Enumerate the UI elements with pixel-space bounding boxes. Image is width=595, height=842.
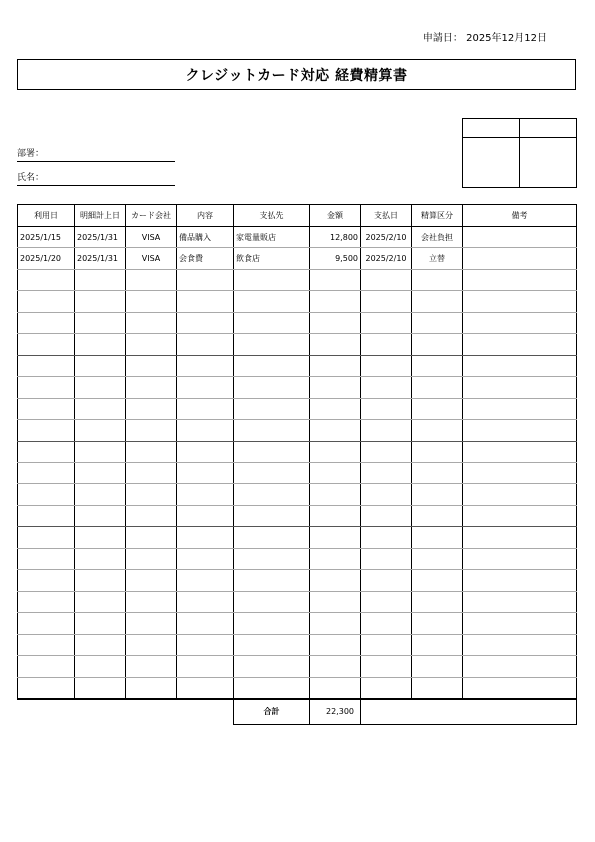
column-header: 内容: [177, 205, 234, 227]
table-cell[interactable]: 会食費: [177, 248, 234, 269]
table-cell[interactable]: 飲食店: [234, 248, 310, 269]
table-cell-empty[interactable]: [234, 441, 310, 462]
table-cell-empty[interactable]: [177, 505, 234, 526]
table-cell-empty[interactable]: [463, 291, 577, 312]
table-cell-empty[interactable]: [463, 420, 577, 441]
table-cell[interactable]: 2025/2/10: [361, 227, 412, 248]
table-row-empty: [18, 398, 577, 419]
table-cell-empty[interactable]: [361, 570, 412, 591]
column-header: 精算区分: [412, 205, 463, 227]
table-cell-empty[interactable]: [310, 677, 361, 699]
table-cell[interactable]: 2025/1/15: [18, 227, 75, 248]
table-cell-empty[interactable]: [361, 591, 412, 612]
table-cell-empty[interactable]: [234, 656, 310, 677]
table-cell-empty[interactable]: [361, 613, 412, 634]
table-cell-empty[interactable]: [310, 269, 361, 290]
table-cell-empty[interactable]: [18, 591, 75, 612]
table-cell-empty[interactable]: [412, 613, 463, 634]
table-cell[interactable]: 立替: [412, 248, 463, 269]
table-cell-empty[interactable]: [412, 570, 463, 591]
table-cell-empty[interactable]: [463, 312, 577, 333]
table-cell-empty[interactable]: [310, 484, 361, 505]
application-date-value: 2025年12月12日: [466, 33, 547, 44]
table-cell-empty[interactable]: [310, 355, 361, 376]
table-cell-empty[interactable]: [18, 656, 75, 677]
table-cell-empty[interactable]: [463, 334, 577, 355]
table-cell-empty[interactable]: [234, 591, 310, 612]
table-cell-empty[interactable]: [412, 591, 463, 612]
table-cell-empty[interactable]: [18, 269, 75, 290]
table-cell-empty[interactable]: [463, 355, 577, 376]
table-cell-empty[interactable]: [234, 462, 310, 483]
table-cell-empty[interactable]: [126, 677, 177, 699]
department-label: 部署：: [17, 149, 45, 159]
table-row-empty: [18, 527, 577, 548]
table-cell-empty[interactable]: [75, 656, 126, 677]
table-cell-empty[interactable]: [126, 377, 177, 398]
table-cell-empty[interactable]: [361, 441, 412, 462]
table-cell[interactable]: VISA: [126, 227, 177, 248]
table-cell-empty[interactable]: [126, 269, 177, 290]
table-cell-empty[interactable]: [463, 656, 577, 677]
table-cell-empty[interactable]: [126, 591, 177, 612]
table-cell-empty[interactable]: [361, 398, 412, 419]
total-amount: 22,300: [310, 699, 361, 725]
table-cell[interactable]: 会社負担: [412, 227, 463, 248]
table-cell-empty[interactable]: [18, 312, 75, 333]
table-cell-empty[interactable]: [177, 291, 234, 312]
table-cell[interactable]: [463, 248, 577, 269]
table-row-empty: [18, 312, 577, 333]
table-cell-empty[interactable]: [177, 634, 234, 655]
table-cell-empty[interactable]: [177, 377, 234, 398]
table-cell-empty[interactable]: [412, 656, 463, 677]
table-cell-empty[interactable]: [177, 420, 234, 441]
table-cell-empty[interactable]: [463, 377, 577, 398]
table-cell-empty[interactable]: [361, 505, 412, 526]
table-cell-empty[interactable]: [126, 548, 177, 569]
table-cell-empty[interactable]: [177, 334, 234, 355]
table-cell-empty[interactable]: [361, 548, 412, 569]
table-cell-empty[interactable]: [75, 677, 126, 699]
table-cell-empty[interactable]: [310, 334, 361, 355]
table-cell-empty[interactable]: [412, 484, 463, 505]
table-cell-empty[interactable]: [18, 548, 75, 569]
table-cell-empty[interactable]: [310, 377, 361, 398]
table-cell-empty[interactable]: [412, 312, 463, 333]
approval-stamp-box: [462, 118, 577, 188]
column-header: 利用日: [18, 205, 75, 227]
table-row-empty: [18, 291, 577, 312]
table-row-empty: [18, 334, 577, 355]
table-cell[interactable]: 2025/1/31: [75, 227, 126, 248]
table-cell-empty[interactable]: [126, 441, 177, 462]
table-cell-empty[interactable]: [463, 570, 577, 591]
table-row-empty: [18, 505, 577, 526]
table-cell-empty[interactable]: [75, 462, 126, 483]
table-cell-empty[interactable]: [234, 613, 310, 634]
table-cell-empty[interactable]: [75, 441, 126, 462]
table-cell-empty[interactable]: [234, 527, 310, 548]
table-cell-empty[interactable]: [177, 441, 234, 462]
table-cell-empty[interactable]: [126, 570, 177, 591]
table-cell-empty[interactable]: [75, 334, 126, 355]
table-cell-empty[interactable]: [463, 505, 577, 526]
table-cell-empty[interactable]: [126, 398, 177, 419]
table-cell-empty[interactable]: [234, 634, 310, 655]
table-cell-empty[interactable]: [177, 312, 234, 333]
table-cell-empty[interactable]: [310, 591, 361, 612]
name-label: 氏名：: [17, 173, 45, 183]
table-cell-empty[interactable]: [412, 677, 463, 699]
table-cell-empty[interactable]: [310, 291, 361, 312]
table-row-empty: [18, 420, 577, 441]
table-cell-empty[interactable]: [234, 548, 310, 569]
table-cell-empty[interactable]: [18, 570, 75, 591]
table-cell-empty[interactable]: [310, 312, 361, 333]
table-cell-empty[interactable]: [126, 355, 177, 376]
table-row-empty: [18, 656, 577, 677]
table-cell-empty[interactable]: [126, 312, 177, 333]
table-cell-empty[interactable]: [310, 527, 361, 548]
table-cell-empty[interactable]: [361, 291, 412, 312]
table-row-empty: [18, 377, 577, 398]
table-cell-empty[interactable]: [177, 484, 234, 505]
table-cell-empty[interactable]: [18, 613, 75, 634]
table-cell-empty[interactable]: [18, 420, 75, 441]
table-row: [18, 227, 577, 248]
table-cell-empty[interactable]: [177, 269, 234, 290]
expense-table: [17, 204, 577, 700]
table-cell-empty[interactable]: [361, 462, 412, 483]
table-cell[interactable]: 12,800: [310, 227, 361, 248]
table-cell-empty[interactable]: [126, 291, 177, 312]
table-cell-empty[interactable]: [75, 484, 126, 505]
table-row-empty: [18, 462, 577, 483]
table-cell-empty[interactable]: [412, 505, 463, 526]
table-cell-empty[interactable]: [177, 548, 234, 569]
table-cell[interactable]: 2025/2/10: [361, 248, 412, 269]
table-cell-empty[interactable]: [177, 656, 234, 677]
name-field[interactable]: [17, 171, 175, 186]
table-cell-empty[interactable]: [75, 634, 126, 655]
table-cell-empty[interactable]: [361, 527, 412, 548]
table-cell-empty[interactable]: [412, 355, 463, 376]
table-cell-empty[interactable]: [310, 462, 361, 483]
table-cell-empty[interactable]: [412, 269, 463, 290]
application-date: [423, 29, 547, 44]
table-cell-empty[interactable]: [463, 441, 577, 462]
table-cell-empty[interactable]: [75, 312, 126, 333]
table-row-empty: [18, 570, 577, 591]
total-table: [233, 698, 577, 725]
total-label: 合計: [234, 699, 310, 725]
table-cell-empty[interactable]: [234, 677, 310, 699]
table-cell-empty[interactable]: [18, 677, 75, 699]
total-blank-cell: [361, 699, 577, 725]
table-cell[interactable]: 9,500: [310, 248, 361, 269]
table-cell-empty[interactable]: [412, 441, 463, 462]
total-row: [234, 699, 577, 725]
table-cell-empty[interactable]: [18, 398, 75, 419]
table-row-empty: [18, 441, 577, 462]
table-cell-empty[interactable]: [75, 505, 126, 526]
table-cell-empty[interactable]: [310, 570, 361, 591]
table-cell-empty[interactable]: [361, 377, 412, 398]
table-cell-empty[interactable]: [18, 441, 75, 462]
table-cell-empty[interactable]: [463, 677, 577, 699]
table-cell-empty[interactable]: [463, 398, 577, 419]
table-cell-empty[interactable]: [126, 634, 177, 655]
table-cell-empty[interactable]: [463, 462, 577, 483]
table-cell-empty[interactable]: [234, 334, 310, 355]
table-cell-empty[interactable]: [126, 420, 177, 441]
column-header: 金額: [310, 205, 361, 227]
table-cell-empty[interactable]: [75, 377, 126, 398]
table-cell-empty[interactable]: [18, 527, 75, 548]
table-cell-empty[interactable]: [177, 355, 234, 376]
table-cell-empty[interactable]: [18, 505, 75, 526]
table-cell-empty[interactable]: [234, 269, 310, 290]
table-cell-empty[interactable]: [18, 484, 75, 505]
table-cell[interactable]: VISA: [126, 248, 177, 269]
table-header-row: [18, 205, 577, 227]
table-cell-empty[interactable]: [234, 312, 310, 333]
table-cell-empty[interactable]: [177, 570, 234, 591]
table-cell-empty[interactable]: [177, 398, 234, 419]
table-cell[interactable]: 2025/1/31: [75, 248, 126, 269]
table-cell-empty[interactable]: [361, 677, 412, 699]
table-cell-empty[interactable]: [75, 591, 126, 612]
table-cell-empty[interactable]: [463, 591, 577, 612]
table-cell-empty[interactable]: [412, 462, 463, 483]
table-cell-empty[interactable]: [361, 312, 412, 333]
table-cell-empty[interactable]: [126, 656, 177, 677]
table-cell-empty[interactable]: [310, 441, 361, 462]
column-header: 備考: [463, 205, 577, 227]
table-cell-empty[interactable]: [126, 462, 177, 483]
table-cell-empty[interactable]: [75, 269, 126, 290]
table-cell-empty[interactable]: [412, 420, 463, 441]
column-header: 支払先: [234, 205, 310, 227]
table-cell-empty[interactable]: [18, 377, 75, 398]
table-cell-empty[interactable]: [412, 548, 463, 569]
table-cell-empty[interactable]: [234, 398, 310, 419]
table-cell-empty[interactable]: [234, 377, 310, 398]
department-field[interactable]: [17, 147, 175, 162]
table-row-empty: [18, 591, 577, 612]
table-cell-empty[interactable]: [463, 634, 577, 655]
table-cell-empty[interactable]: [234, 570, 310, 591]
table-cell-empty[interactable]: [75, 398, 126, 419]
table-cell-empty[interactable]: [361, 355, 412, 376]
table-cell-empty[interactable]: [126, 505, 177, 526]
table-cell-empty[interactable]: [75, 527, 126, 548]
table-cell-empty[interactable]: [234, 291, 310, 312]
table-row-empty: [18, 355, 577, 376]
stamp-box-divider-vertical: [519, 119, 520, 187]
table-cell-empty[interactable]: [18, 355, 75, 376]
table-cell-empty[interactable]: [177, 613, 234, 634]
table-cell-empty[interactable]: [310, 420, 361, 441]
table-cell[interactable]: 家電量販店: [234, 227, 310, 248]
table-cell-empty[interactable]: [361, 334, 412, 355]
table-cell[interactable]: [463, 227, 577, 248]
table-cell-empty[interactable]: [463, 548, 577, 569]
table-cell-empty[interactable]: [361, 656, 412, 677]
application-date-label: 申請日：: [422, 33, 463, 44]
table-cell-empty[interactable]: [361, 420, 412, 441]
table-cell-empty[interactable]: [412, 334, 463, 355]
table-cell-empty[interactable]: [463, 269, 577, 290]
table-cell-empty[interactable]: [412, 527, 463, 548]
table-cell-empty[interactable]: [310, 548, 361, 569]
table-cell-empty[interactable]: [361, 269, 412, 290]
table-row-empty: [18, 269, 577, 290]
table-cell-empty[interactable]: [412, 398, 463, 419]
table-cell-empty[interactable]: [310, 505, 361, 526]
table-cell-empty[interactable]: [75, 570, 126, 591]
table-cell[interactable]: 2025/1/20: [18, 248, 75, 269]
table-cell-empty[interactable]: [18, 462, 75, 483]
table-cell-empty[interactable]: [177, 677, 234, 699]
table-cell-empty[interactable]: [18, 334, 75, 355]
table-cell-empty[interactable]: [177, 591, 234, 612]
table-row-empty: [18, 484, 577, 505]
table-cell-empty[interactable]: [234, 420, 310, 441]
table-cell-empty[interactable]: [310, 656, 361, 677]
table-cell-empty[interactable]: [75, 613, 126, 634]
table-cell[interactable]: 備品購入: [177, 227, 234, 248]
title-box: [17, 59, 576, 90]
table-cell-empty[interactable]: [234, 355, 310, 376]
table-cell-empty[interactable]: [126, 334, 177, 355]
table-cell-empty[interactable]: [463, 613, 577, 634]
column-header: カード会社: [126, 205, 177, 227]
column-header: 明細計上日: [75, 205, 126, 227]
table-cell-empty[interactable]: [234, 484, 310, 505]
table-cell-empty[interactable]: [310, 613, 361, 634]
table-cell-empty[interactable]: [412, 291, 463, 312]
table-cell-empty[interactable]: [126, 527, 177, 548]
table-cell-empty[interactable]: [126, 613, 177, 634]
table-cell-empty[interactable]: [75, 291, 126, 312]
table-cell-empty[interactable]: [18, 291, 75, 312]
table-cell-empty[interactable]: [75, 548, 126, 569]
table-cell-empty[interactable]: [412, 377, 463, 398]
table-row-empty: [18, 548, 577, 569]
table-cell-empty[interactable]: [177, 462, 234, 483]
table-cell-empty[interactable]: [463, 527, 577, 548]
table-cell-empty[interactable]: [126, 484, 177, 505]
table-cell-empty[interactable]: [361, 484, 412, 505]
table-cell-empty[interactable]: [75, 420, 126, 441]
table-cell-empty[interactable]: [310, 634, 361, 655]
table-row: [18, 248, 577, 269]
table-cell-empty[interactable]: [310, 398, 361, 419]
table-row-empty: [18, 634, 577, 655]
table-cell-empty[interactable]: [412, 634, 463, 655]
page-title: クレジットカード対応 経費精算書: [185, 67, 408, 84]
table-cell-empty[interactable]: [75, 355, 126, 376]
table-cell-empty[interactable]: [463, 484, 577, 505]
table-cell-empty[interactable]: [177, 527, 234, 548]
column-header: 支払日: [361, 205, 412, 227]
table-cell-empty[interactable]: [361, 634, 412, 655]
table-cell-empty[interactable]: [234, 505, 310, 526]
table-row-empty: [18, 677, 577, 699]
table-row-empty: [18, 613, 577, 634]
table-cell-empty[interactable]: [18, 634, 75, 655]
